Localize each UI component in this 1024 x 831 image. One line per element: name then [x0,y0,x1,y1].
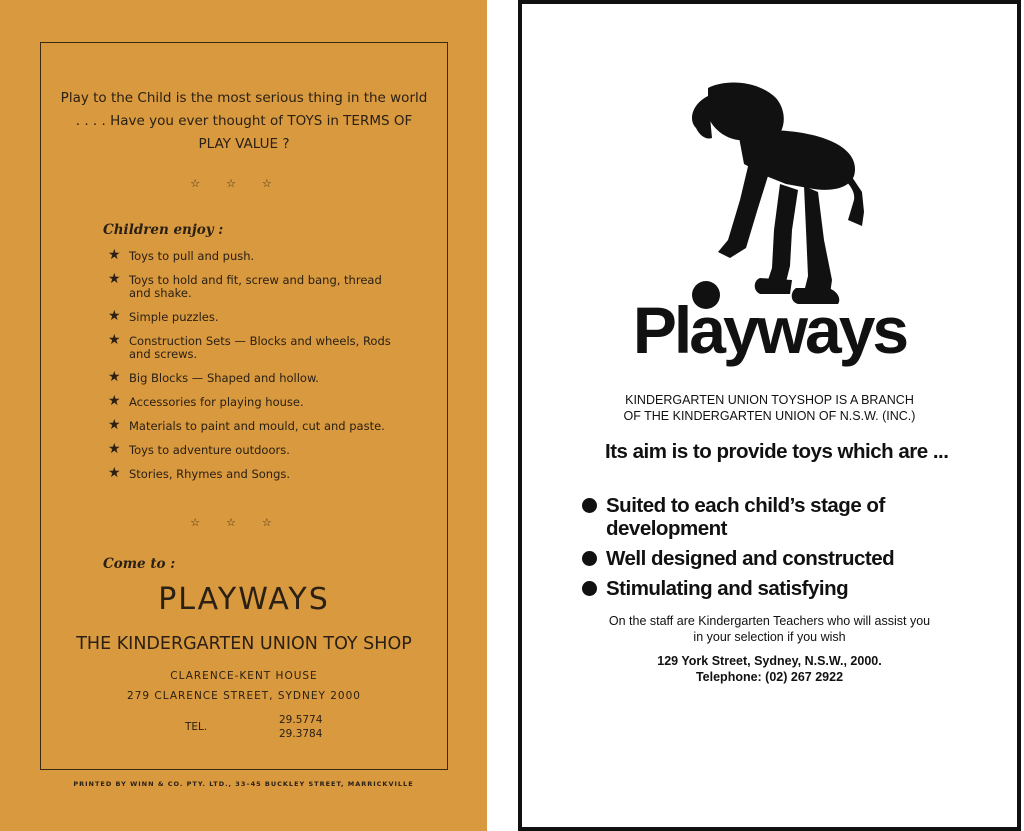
union-toy-shop-title: THE KINDERGARTEN UNION TOY SHOP [76,634,412,654]
branch-statement [518,392,1021,424]
aim-statement: Its aim is to provide toys which are ... [605,440,949,463]
star-divider-bottom: ☆☆☆ [190,516,298,529]
printer-credit: PRINTED BY WINN & CO. PTY. LTD., 33–45 BUCKLEY STREET, MARRICKVILLE [73,780,414,788]
aim-bullet-text: Suited to each child’s stage of development [606,494,885,540]
aim-bullets [582,494,982,607]
star-divider-top: ☆☆☆ [190,177,298,190]
list-item [108,332,408,361]
star-bullet-icon: ★ [108,393,121,409]
list-item [108,247,408,263]
list-item [108,465,408,481]
star-bullet-icon: ★ [108,332,121,348]
staff-line: On the staff are Kindergarten Teachers who will assist you [608,614,931,628]
aim-bullet [582,494,982,540]
list-item [108,369,408,385]
star-bullet-icon: ★ [108,441,121,457]
intro-line: . . . . Have you ever thought of TOYS in TERMS OF [75,113,413,129]
telephone-number: Telephone: (02) 267 2922 [695,670,844,684]
list-item-text: Materials to paint and mould, cut and paste. [129,419,385,433]
list-item-text: Simple puzzles. [129,310,219,324]
list-item-text: and screws. [129,347,198,361]
playways-title-left: PLAYWAYS [158,582,330,617]
star-bullet-icon: ★ [108,369,121,385]
branch-line: KINDERGARTEN UNION TOYSHOP IS A BRANCH [625,393,914,407]
list-item [108,308,408,324]
star-bullet-icon: ★ [108,247,121,263]
tel-numbers [279,713,322,741]
intro-line: PLAY VALUE ? [198,136,290,152]
bullet-dot-icon [582,551,597,566]
aim-bullet [582,577,982,600]
list-item-text: Toys to pull and push. [129,249,255,263]
aim-bullet-text: Stimulating and satisfying [606,577,849,600]
tel-label: TEL. [185,721,208,733]
come-to-heading: Come to : [103,556,176,572]
aim-bullet-text: Well designed and constructed [606,547,895,570]
list-item-text: Accessories for playing house. [129,395,304,409]
child-with-ball-silhouette [668,80,878,315]
list-item [108,417,408,433]
bullet-dot-icon [582,581,597,596]
playways-title-right: Playways [632,293,907,367]
branch-line: OF THE KINDERGARTEN UNION OF N.S.W. (INC.) [623,409,916,423]
intro-text [40,87,448,156]
staff-line: in your selection if you wish [693,630,846,644]
aim-bullet [582,547,982,570]
list-item-text: Big Blocks — Shaped and hollow. [129,371,319,385]
intro-line: Play to the Child is the most serious thing in the world [60,90,428,106]
staff-note [518,613,1021,645]
street-address: 279 CLARENCE STREET, SYDNEY 2000 [127,690,361,702]
list-item-text: Stories, Rhymes and Songs. [129,467,291,481]
list-item [108,441,408,457]
list-item [108,271,408,300]
tel-number: 29.3784 [279,728,323,740]
list-item-text: and shake. [129,286,192,300]
building-name: CLARENCE-KENT HOUSE [170,670,318,682]
list-item [108,393,408,409]
children-enjoy-heading: Children enjoy : [103,222,224,238]
star-bullet-icon: ★ [108,465,121,481]
list-item-text: Toys to adventure outdoors. [129,443,290,457]
enjoy-list [108,247,408,481]
list-item-text: Toys to hold and fit, screw and bang, thread [129,273,382,287]
star-bullet-icon: ★ [108,308,121,324]
bullet-dot-icon [582,498,597,513]
star-bullet-icon: ★ [108,417,121,433]
york-street-address: 129 York Street, Sydney, N.S.W., 2000. [657,654,882,668]
star-bullet-icon: ★ [108,271,121,287]
contact-info [518,653,1021,685]
list-item-text: Construction Sets — Blocks and wheels, Rods [129,334,391,348]
tel-number: 29.5774 [279,714,323,726]
